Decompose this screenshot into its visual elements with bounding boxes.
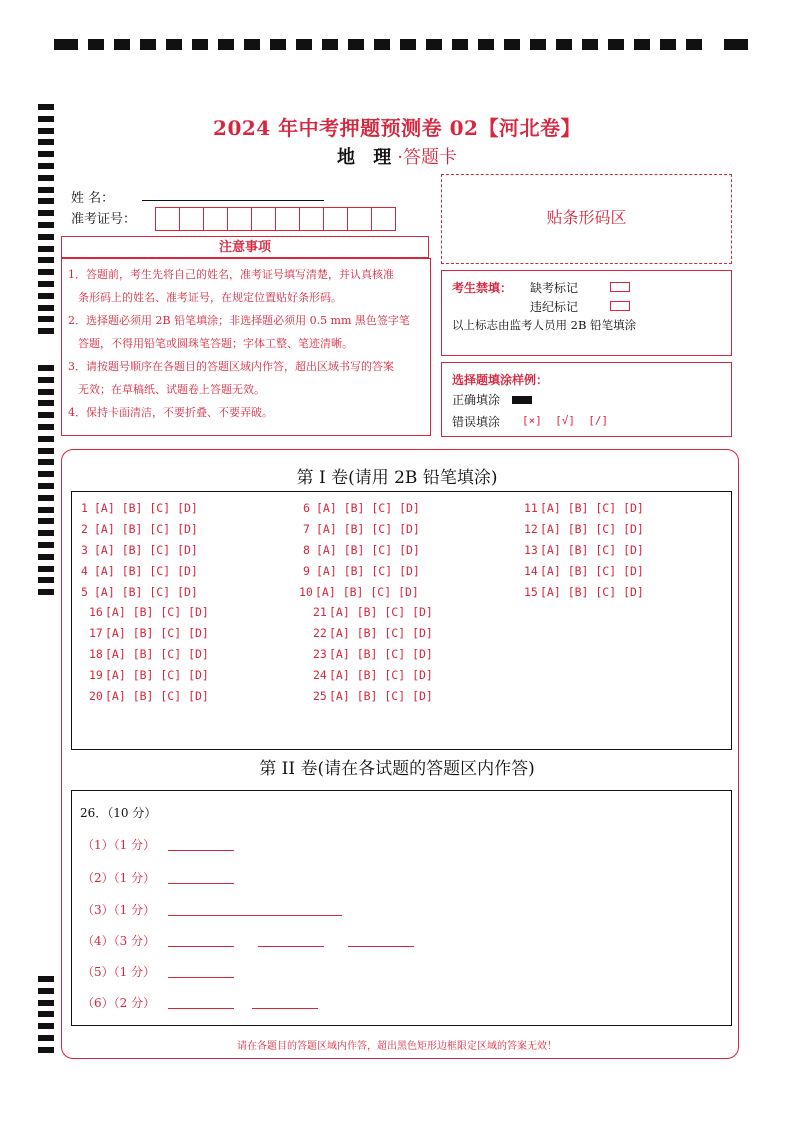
question-number: 11 (524, 501, 538, 515)
notice-box (61, 258, 431, 436)
correct-label: 正确填涂 (452, 393, 501, 407)
timing-mark (38, 116, 54, 122)
timing-mark (296, 39, 312, 50)
question-number: 16 (89, 605, 103, 619)
notice-title: 注意事项 (61, 236, 429, 258)
timing-mark (38, 566, 54, 572)
id-number-grid[interactable] (155, 207, 395, 231)
timing-mark (504, 39, 520, 50)
answer-options[interactable]: [A] [B] [C] [D] (105, 689, 209, 703)
answer-options[interactable]: [A] [B] [C] [D] (94, 501, 198, 515)
answer-line[interactable] (168, 850, 234, 851)
answer-options[interactable]: [A] [B] [C] [D] (105, 668, 209, 682)
answer-options[interactable]: [A] [B] [C] [D] (540, 501, 644, 515)
timing-mark (38, 459, 54, 465)
timing-mark (38, 210, 54, 216)
answer-options[interactable]: [A] [B] [C] [D] (316, 501, 420, 515)
timing-mark (38, 198, 54, 204)
question-number: 18 (89, 647, 103, 661)
timing-mark (38, 293, 54, 299)
question-number: 19 (89, 668, 103, 682)
timing-mark (166, 39, 182, 50)
subquestion-label: （4）（3 分） (82, 934, 156, 948)
answer-options[interactable]: [A] [B] [C] [D] (540, 543, 644, 557)
question-number: 15 (524, 585, 538, 599)
timing-mark (556, 39, 572, 50)
id-digit-cell[interactable] (179, 207, 204, 231)
page-title: 2024 年中考押题预测卷 02【河北卷】 (213, 116, 581, 140)
question-number: 24 (313, 668, 327, 682)
timing-mark (582, 39, 598, 50)
barcode-area: 贴条形码区 (441, 174, 732, 264)
question-number: 13 (524, 543, 538, 557)
timing-mark (114, 39, 130, 50)
timing-mark (218, 39, 234, 50)
name-field[interactable] (142, 200, 324, 201)
question-26-title: 26．（10 分） (80, 806, 157, 820)
question-number: 9 (303, 564, 310, 578)
timing-mark (38, 104, 54, 110)
question-number: 22 (313, 626, 327, 640)
answer-options[interactable]: [A] [B] [C] [D] (329, 647, 433, 661)
part2-title: 第 II 卷(请在各试题的答题区内作答) (259, 759, 535, 779)
timing-mark (608, 39, 624, 50)
page-subtitle (0, 143, 794, 169)
notice-item: 3．请按题号顺序在各题目的答题区域内作答，超出区域书写的答案 (68, 360, 394, 373)
question-number: 8 (303, 543, 310, 557)
question-number: 10 (299, 585, 313, 599)
absent-label: 缺考标记 (530, 281, 579, 295)
question-number: 1 (81, 501, 88, 515)
timing-mark (88, 39, 104, 50)
answer-line[interactable] (168, 883, 234, 884)
sample-title: 选择题填涂样例： (452, 373, 549, 387)
question-number: 25 (313, 689, 327, 703)
timing-mark (38, 316, 54, 322)
timing-mark (478, 39, 494, 50)
timing-mark (38, 448, 54, 454)
notice-item: 答题，不得用铅笔或圆珠笔答题；字体工整、笔迹清晰。 (78, 337, 353, 350)
question-number: 14 (524, 564, 538, 578)
timing-mark (38, 187, 54, 193)
timing-mark (270, 39, 286, 50)
notice-item: 条形码上的姓名、准考证号，在规定位置贴好条形码。 (78, 291, 342, 304)
timing-mark (38, 257, 54, 263)
timing-mark (244, 39, 260, 50)
timing-mark (38, 976, 54, 982)
timing-mark (38, 424, 54, 430)
timing-mark (660, 39, 676, 50)
timing-mark (38, 139, 54, 145)
id-digit-cell[interactable] (323, 207, 348, 231)
name-label: 姓 名： (71, 191, 115, 206)
question-number: 5 (81, 585, 88, 599)
answer-options[interactable]: [A] [B] [C] [D] (94, 564, 198, 578)
timing-mark (38, 1000, 54, 1006)
timing-mark (426, 39, 442, 50)
examinee-forbidden-box (441, 270, 732, 356)
answer-options[interactable]: [A] [B] [C] [D] (329, 605, 433, 619)
answer-options[interactable]: [A] [B] [C] [D] (105, 626, 209, 640)
footer-warning: 请在各题目的答题区域内作答，超出黑色矩形边框限定区域的答案无效！ (237, 1041, 557, 1052)
timing-mark (192, 39, 208, 50)
timing-mark (38, 495, 54, 501)
answer-options[interactable]: [A] [B] [C] [D] (105, 605, 209, 619)
id-digit-cell[interactable] (347, 207, 372, 231)
part2-answer-box (71, 790, 732, 1026)
answer-options[interactable]: [A] [B] [C] [D] (316, 564, 420, 578)
timing-mark (38, 389, 54, 395)
answer-options[interactable]: [A] [B] [C] [D] (94, 543, 198, 557)
notice-item: 无效；在草稿纸、试题卷上答题无效。 (78, 383, 265, 396)
timing-mark (38, 1035, 54, 1041)
timing-mark (140, 39, 156, 50)
timing-mark (38, 234, 54, 240)
id-digit-cell[interactable] (275, 207, 300, 231)
answer-line[interactable] (168, 1008, 234, 1009)
timing-mark (38, 377, 54, 383)
forbid-note: 以上标志由监考人员用 2B 铅笔填涂 (452, 318, 637, 332)
id-digit-cell[interactable] (299, 207, 324, 231)
answer-options[interactable]: [A] [B] [C] [D] (540, 522, 644, 536)
answer-options[interactable]: [A] [B] [C] [D] (329, 626, 433, 640)
timing-mark (724, 39, 748, 50)
subquestion-label: （5）（1 分） (82, 965, 156, 979)
part1-title: 第 I 卷(请用 2B 铅笔填涂) (296, 468, 498, 488)
question-number: 21 (313, 605, 327, 619)
timing-mark (38, 554, 54, 560)
timing-mark (38, 412, 54, 418)
answer-options[interactable]: [A] [B] [C] [D] (315, 585, 419, 599)
answer-options[interactable]: [A] [B] [C] [D] (316, 543, 420, 557)
subquestion-label: （3）（1 分） (82, 903, 156, 917)
question-number: 3 (81, 543, 88, 557)
id-digit-cell[interactable] (251, 207, 276, 231)
timing-mark (38, 542, 54, 548)
answer-options[interactable]: [A] [B] [C] [D] (540, 564, 644, 578)
timing-mark (400, 39, 416, 50)
timing-mark (38, 1047, 54, 1053)
violation-label: 违纪标记 (530, 300, 579, 314)
timing-mark (38, 577, 54, 583)
question-number: 6 (303, 501, 310, 515)
wrong-fill-samples: [×] [√] [/] (522, 414, 609, 427)
id-digit-cell[interactable] (227, 207, 252, 231)
subquestion-label: （2）（1 分） (82, 871, 156, 885)
answer-line[interactable] (252, 1008, 318, 1009)
question-number: 7 (303, 522, 310, 536)
timing-mark (38, 175, 54, 181)
timing-mark (38, 988, 54, 994)
timing-mark (54, 39, 78, 50)
subquestion-label: （1）（1 分） (82, 838, 156, 852)
timing-mark (38, 305, 54, 311)
id-digit-cell[interactable] (155, 207, 180, 231)
answer-options[interactable]: [A] [B] [C] [D] (329, 668, 433, 682)
wrong-label: 错误填涂 (452, 415, 501, 429)
timing-mark (38, 589, 54, 595)
answer-line[interactable] (168, 946, 234, 947)
question-number: 2 (81, 522, 88, 536)
timing-mark (322, 39, 338, 50)
timing-mark (686, 39, 702, 50)
answer-options[interactable]: [A] [B] [C] [D] (329, 689, 433, 703)
answer-options[interactable]: [A] [B] [C] [D] (94, 522, 198, 536)
answer-line[interactable] (258, 946, 324, 947)
violation-mark-box[interactable] (610, 301, 630, 311)
timing-mark (38, 507, 54, 513)
subject-suffix: ·答题卡 (397, 147, 457, 168)
answer-line[interactable] (168, 977, 234, 978)
notice-item: 2．选择题必须用 2B 铅笔填涂；非选择题必须用 0.5 mm 黑色签字笔 (68, 314, 410, 327)
question-number: 23 (313, 647, 327, 661)
question-number: 17 (89, 626, 103, 640)
timing-mark (38, 365, 54, 371)
timing-mark (452, 39, 468, 50)
id-digit-cell[interactable] (203, 207, 228, 231)
timing-mark (38, 269, 54, 275)
timing-mark (38, 471, 54, 477)
timing-mark (530, 39, 546, 50)
timing-mark (38, 436, 54, 442)
timing-mark (38, 163, 54, 169)
notice-item: 1．答题前，考生先将自己的姓名，准考证号填写清楚，并认真核准 (68, 268, 394, 281)
answer-options[interactable]: [A] [B] [C] [D] (316, 522, 420, 536)
absent-mark-box[interactable] (610, 282, 630, 292)
answer-options[interactable]: [A] [B] [C] [D] (105, 647, 209, 661)
subject-name: 地 理 (336, 147, 398, 168)
question-number: 4 (81, 564, 88, 578)
id-label: 准考证号： (71, 212, 137, 227)
answer-options[interactable]: [A] [B] [C] [D] (540, 585, 644, 599)
timing-mark (634, 39, 650, 50)
timing-mark (38, 128, 54, 134)
timing-mark (38, 518, 54, 524)
forbid-title: 考生禁填： (452, 281, 513, 295)
timing-mark (38, 530, 54, 536)
notice-item: 4．保持卡面清洁，不要折叠、不要弄破。 (68, 406, 273, 419)
question-number: 20 (89, 689, 103, 703)
answer-line[interactable] (168, 915, 342, 916)
answer-options[interactable]: [A] [B] [C] [D] (94, 585, 198, 599)
timing-mark (38, 400, 54, 406)
subquestion-label: （6）（2 分） (82, 996, 156, 1010)
answer-line[interactable] (348, 946, 414, 947)
correct-fill-sample (512, 396, 532, 404)
timing-mark (348, 39, 364, 50)
timing-mark (38, 246, 54, 252)
timing-mark (38, 151, 54, 157)
fill-sample-box (441, 362, 732, 437)
id-digit-cell[interactable] (371, 207, 396, 231)
question-number: 12 (524, 522, 538, 536)
timing-mark (38, 281, 54, 287)
timing-mark (38, 483, 54, 489)
timing-mark (374, 39, 390, 50)
timing-mark (38, 222, 54, 228)
timing-mark (38, 1011, 54, 1017)
timing-mark (38, 1023, 54, 1029)
timing-mark (38, 328, 54, 334)
